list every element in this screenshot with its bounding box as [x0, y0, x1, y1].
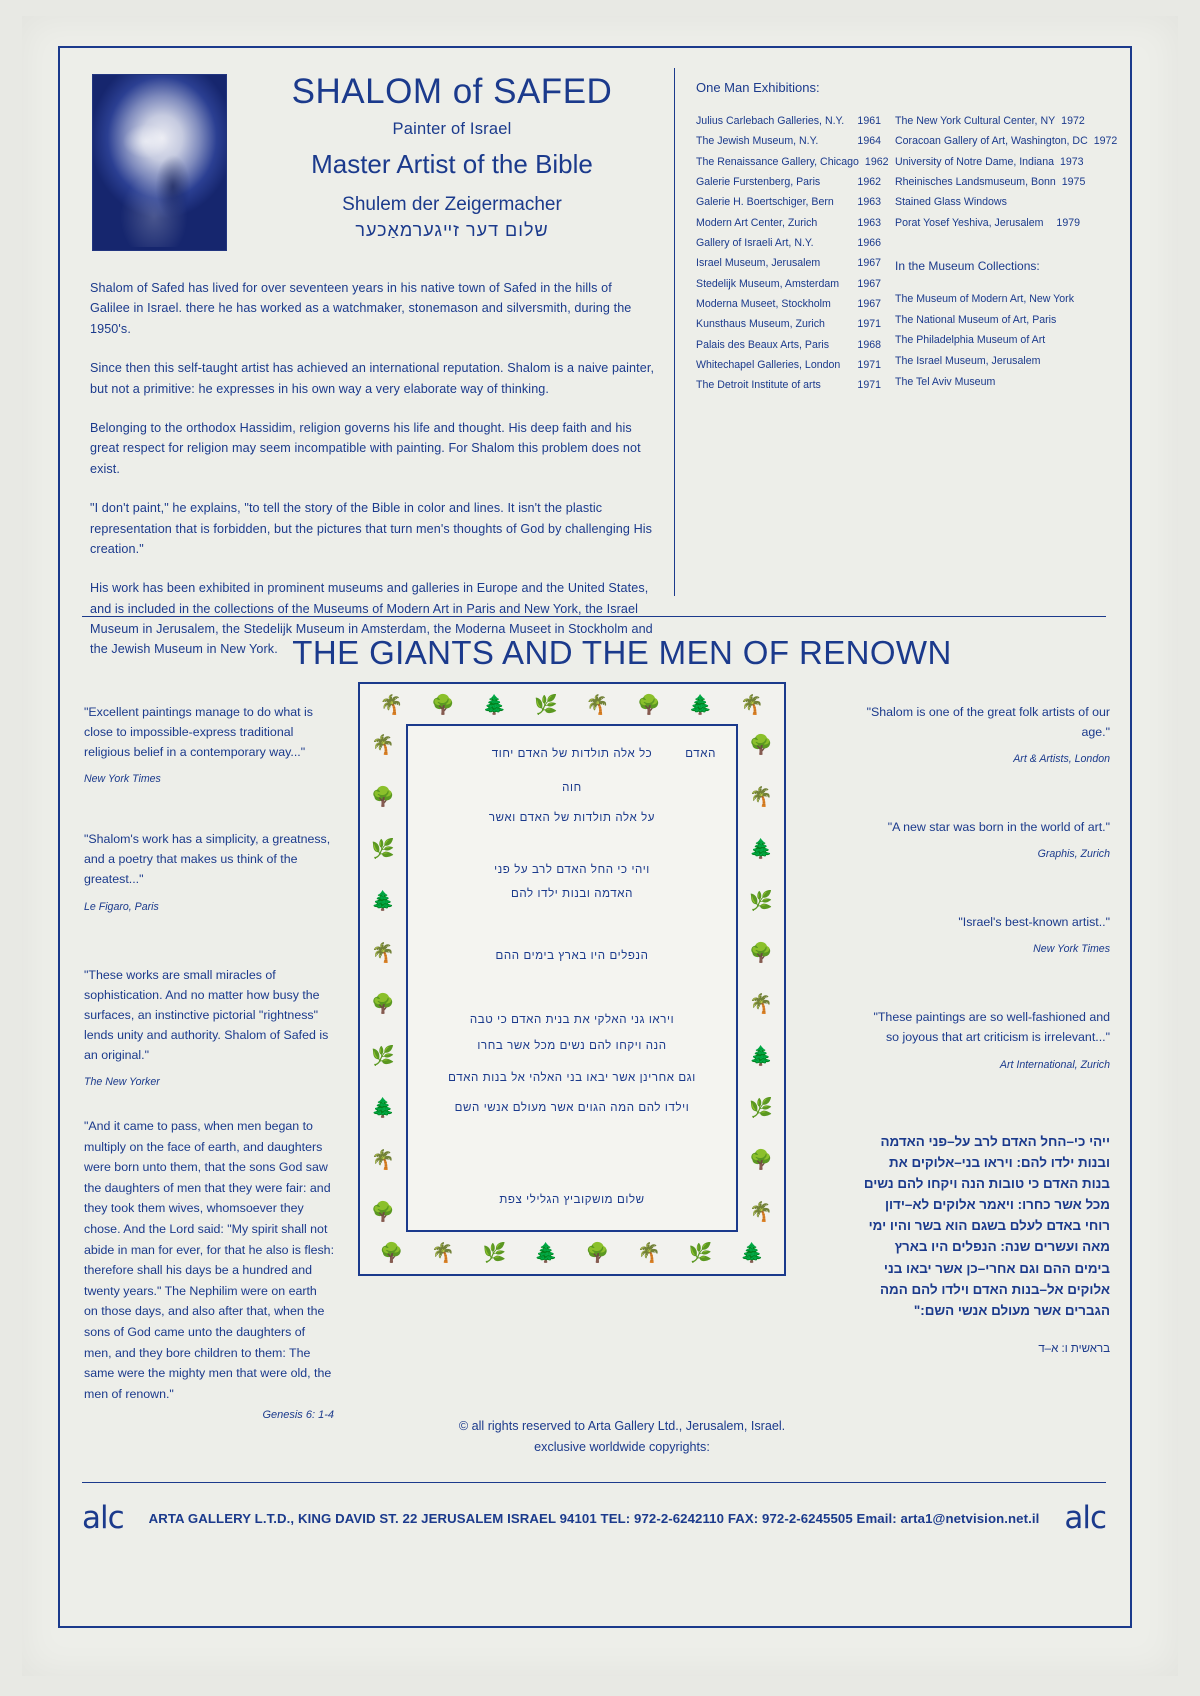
exhibition-row	[696, 253, 881, 273]
footer-bar	[82, 1496, 1106, 1540]
exhibition-year: 1967	[857, 277, 881, 290]
page-subtitle: Painter of Israel	[392, 119, 512, 138]
quote-source: Art International, Zurich	[999, 1058, 1110, 1071]
exhibition-row	[895, 131, 1118, 151]
museum-item: The Museum of Modern Art, New York	[895, 292, 1074, 305]
exhibitions-section	[696, 80, 1118, 396]
tree-icon: 🌲	[749, 1046, 773, 1068]
artwork-text-line: על אלה תולדות של האדם ואשר	[488, 812, 656, 824]
exhibition-year: 1975	[1061, 175, 1086, 188]
museum-item: The Philadelphia Museum of Art	[895, 334, 1046, 347]
tree-icon: 🌿	[371, 838, 395, 860]
exhibition-year: 1961	[857, 115, 881, 127]
tree-icon: 🌳	[371, 994, 395, 1016]
quote-text: "A new star was born in the world of art."	[887, 820, 1110, 835]
hebrew-line: רוחי באדם לעלם בשגם הוא בשר והיו ימי	[868, 1218, 1110, 1234]
quote-source: Art & Artists, London	[1013, 753, 1110, 766]
border-motifs-bottom	[366, 1238, 778, 1268]
tree-icon: 🌴	[740, 694, 765, 716]
exhibition-row	[895, 192, 1080, 212]
tree-icon: 🌲	[534, 1242, 559, 1264]
genesis-passage	[84, 1116, 334, 1425]
copyright-line-2: exclusive worldwide copyrights:	[534, 1440, 710, 1455]
artwork-text-line: הנפלים היו בארץ בימים ההם	[495, 950, 649, 962]
exhibition-year: 1967	[857, 297, 881, 310]
portrait-image	[92, 74, 227, 251]
exhibition-year: 1968	[857, 338, 881, 351]
museum-item: The Israel Museum, Jerusalem	[895, 354, 1041, 367]
page-title: SHALOM of SAFED	[291, 72, 613, 111]
genesis-text: "And it came to pass, when men began to multiply on the face of earth, and daughters were born unto them, that the sons God saw the daughters of men that they were fair: and they took them wives, whomsoever they chose. And the Lord said: "My spirit shall not abide in man for ever, for that he also is flesh: therefore shall his days be a hundred and twenty years." The Nephilim were on earth on those days, and also after that, when the sons of God came unto the daughters of men, and they bore children to them: The same were the mighty men that were old, the men of renown."	[84, 1119, 335, 1401]
biography	[90, 278, 655, 679]
artwork-text-line: וגם אחרינן אשר יבאו בני האלהי אל בנות האדם	[448, 1072, 696, 1084]
tree-icon: 🌳	[749, 1149, 773, 1171]
exhibition-name: The Jewish Museum, N.Y.	[696, 135, 819, 148]
exhibition-year: 1964	[857, 135, 881, 148]
quote-source: New York Times	[1033, 943, 1110, 956]
hebrew-line: מאה ועשרים שנה: הנפלים היו בארץ	[894, 1239, 1110, 1255]
tree-icon: 🌳	[371, 787, 395, 809]
exhibition-name: The Detroit Institute of arts	[696, 379, 821, 392]
tree-icon: 🌿	[371, 1046, 395, 1068]
tree-icon: 🌲	[749, 838, 773, 860]
exhibition-row	[696, 274, 881, 294]
exhibition-name: Porat Yosef Yeshiva, Jerusalem	[895, 216, 1044, 229]
quote-source: Le Figaro, Paris	[84, 900, 159, 913]
left-quote-column	[84, 702, 334, 1425]
exhibition-year: 1962	[864, 155, 889, 168]
bio-paragraph-5: His work has been exhibited in prominent museums and galleries in Europe and the United States, and is included in the collections of the Museums of Modern Art in Paris and New York, the Israel Museum in Jerusalem, the Stedelijk Museum in Amsterdam, the Moderna Museet in Stockholm and the Jewish Museum in New York.	[90, 581, 653, 657]
artwork-text-line: ויהי כי החל האדם לרב על פני	[494, 864, 650, 876]
tree-icon: 🌴	[749, 1201, 773, 1223]
border-motifs-left	[366, 720, 400, 1238]
exhibition-name: Moderna Museet, Stockholm	[696, 297, 831, 310]
exhibition-row	[696, 375, 881, 395]
tree-icon: 🌳	[749, 942, 773, 964]
exhibition-year: 1962	[857, 175, 881, 188]
bio-paragraph-2: Since then this self-taught artist has achieved an international reputation. Shalom is a naive painter, but not a primitive: he expresses in his own way a very elaborate way of thinking.	[90, 361, 655, 396]
tree-icon: 🌳	[585, 1242, 610, 1264]
exhibition-row	[895, 172, 1086, 192]
right-quote-column	[860, 702, 1110, 1355]
quote-text: "Excellent paintings manage to do what is close to impossible-express traditional religious belief in a contemporary way..."	[84, 705, 313, 760]
exhibition-year: 1972	[1093, 135, 1118, 148]
artwork-text-line: הנה ויקחו להם נשים מכל אשר בחרו	[477, 1040, 667, 1052]
exhibition-row	[696, 131, 881, 151]
exhibition-year: 1971	[857, 318, 881, 331]
museum-item: The Tel Aviv Museum	[895, 375, 996, 388]
bio-paragraph-3: Belonging to the orthodox Hassidim, religion governs his life and thought. His deep faith and his great respect for religion may seem incompatible with painting. For Shalom this problem does not exist.	[90, 420, 641, 476]
exhibitions-column-1	[696, 111, 889, 396]
hebrew-line: הגברים אשר מעולם אנשי השם:"	[913, 1302, 1110, 1318]
exhibition-row	[895, 152, 1084, 172]
bio-paragraph-4: "I don't paint," he explains, "to tell the story of the Bible in color and lines. It isn't the plastic representation that is forbidden, but the pictures that turn men's thoughts of God by challenging His creation."	[90, 501, 653, 556]
quote-source: New York Times	[84, 773, 161, 786]
exhibition-name: University of Notre Dame, Indiana	[895, 155, 1054, 168]
exhibition-name: Galerie Furstenberg, Paris	[696, 175, 821, 188]
border-motifs-top	[366, 690, 778, 720]
exhibition-year	[1074, 192, 1080, 212]
tree-icon: 🌴	[749, 994, 773, 1016]
exhibition-name: Stedelijk Museum, Amsterdam	[696, 277, 840, 290]
quote-text: "Israel's best-known artist.."	[958, 915, 1110, 930]
tree-icon: 🌴	[371, 942, 395, 964]
exhibition-year: 1967	[857, 257, 881, 270]
exhibition-name: Kunsthaus Museum, Zurich	[696, 318, 825, 331]
exhibition-name: Modern Art Center, Zurich	[696, 216, 818, 229]
quote-text: "Shalom is one of the great folk artists of our age."	[866, 705, 1110, 740]
exhibition-year: 1971	[857, 358, 881, 371]
hebrew-line: אלוקים אל–בנות האדם וילדו להם המה	[879, 1281, 1110, 1297]
tree-icon: 🌳	[637, 694, 662, 716]
artwork-text-line: כל אלה תולדות של האדם יחוד	[491, 748, 653, 760]
border-motifs-right	[744, 720, 778, 1238]
tree-icon: 🌲	[688, 694, 713, 716]
hebrew-line: בימים ההם וגם אחרי–כן אשר יבאו בני	[883, 1260, 1110, 1276]
tree-icon: 🌴	[431, 1242, 456, 1264]
exhibition-name: Israel Museum, Jerusalem	[696, 257, 821, 270]
exhibition-row	[696, 233, 881, 253]
exhibition-row	[696, 294, 881, 314]
quote-text: "Shalom's work has a simplicity, a greatness, and a poetry that makes us think of the greatest..."	[84, 832, 331, 887]
tree-icon: 🌴	[371, 735, 395, 757]
copyright-line-1: © all rights reserved to Arta Gallery Ltd., Jerusalem, Israel.	[458, 1419, 786, 1433]
artist-name-latin: Shulem der Zeigermacher	[342, 193, 562, 215]
tree-icon: 🌴	[585, 694, 610, 716]
exhibition-year: 1972	[1061, 115, 1085, 127]
tree-icon: 🌲	[371, 1097, 395, 1119]
exhibition-name: Galerie H. Boertschiger, Bern	[696, 196, 834, 209]
quote-block	[860, 1007, 1110, 1070]
exhibition-name: Julius Carlebach Galleries, N.Y.	[696, 115, 845, 127]
artwork-text-line: חוה	[562, 782, 582, 794]
hebrew-passage	[860, 1131, 1110, 1322]
quote-block	[84, 702, 334, 785]
genesis-reference: Genesis 6: 1-4	[262, 1409, 334, 1422]
exhibition-name: Coracoan Gallery of Art, Washington, DC	[895, 135, 1088, 148]
tree-icon: 🌳	[431, 694, 456, 716]
vertical-divider	[674, 68, 675, 596]
hebrew-reference: בראשית ו: א–ד	[1038, 1343, 1110, 1356]
artwork-text-line: ויראו גני האלקי את בנית האדם כי טבה	[469, 1014, 675, 1026]
title-block	[242, 74, 662, 241]
exhibition-row	[696, 192, 881, 212]
tree-icon: 🌴	[637, 1242, 662, 1264]
artwork-text-line: וילדו להם המה הגוים אשר מעולם אנשי השם	[454, 1102, 690, 1114]
tree-icon: 🌲	[740, 1242, 765, 1264]
quote-block	[860, 912, 1110, 955]
artwork-text-line: האדמה ובנות ילדו להם	[511, 888, 633, 900]
hebrew-line: בנות האדם כי טובות הנה ויקחו להם נשים	[863, 1175, 1110, 1191]
museums-heading: In the Museum Collections:	[895, 258, 1040, 273]
exhibition-name: The New York Cultural Center, NY	[895, 115, 1056, 127]
exhibition-name: The Renaissance Gallery, Chicago	[696, 155, 859, 168]
exhibition-row	[696, 172, 881, 192]
artist-name-yiddish: שלום דער זײגערמאַכער	[355, 219, 549, 240]
bio-paragraph-1: Shalom of Safed has lived for over seventeen years in his native town of Safed in the hills of Galilee in Israel. there he has worked as a watchmaker, stonemason and silversmith, during the 1950's.	[90, 281, 632, 336]
artwork-panel	[358, 682, 786, 1276]
exhibition-name: Whitechapel Galleries, London	[696, 358, 841, 371]
artwork-text-line: האדם	[685, 748, 716, 760]
exhibition-year: 1971	[857, 379, 881, 392]
tree-icon: 🌿	[534, 694, 559, 716]
tree-icon: 🌿	[688, 1242, 713, 1264]
artwork-inner-panel	[406, 724, 738, 1232]
tree-icon: 🌿	[749, 1097, 773, 1119]
exhibition-row	[696, 335, 881, 355]
quote-source: Graphis, Zurich	[1037, 848, 1110, 861]
tree-icon: 🌴	[379, 694, 404, 716]
tree-icon: 🌿	[482, 1242, 507, 1264]
poster-sheet	[22, 16, 1178, 1676]
tree-icon: 🌴	[371, 1149, 395, 1171]
tree-icon: 🌳	[371, 1201, 395, 1223]
exhibition-name: Gallery of Israeli Art, N.Y.	[696, 236, 814, 249]
footer-contact-text: ARTA GALLERY L.T.D., KING DAVID ST. 22 JERUSALEM ISRAEL 94101 TEL: 972-2-6242110 FAX: 972-2-6245505 Email: arta1@netvision.net.il	[148, 1510, 1040, 1526]
artwork-signature: שלום מושקוביץ הגלילי צפת	[499, 1194, 645, 1206]
quote-text: "These paintings are so well-fashioned and so joyous that art criticism is irrelevant..."	[873, 1010, 1110, 1045]
hebrew-line: ייהי כי–החל האדם לרב על–פני האדמה	[880, 1133, 1110, 1149]
quote-block	[84, 965, 334, 1088]
copyright-block	[22, 1416, 1200, 1459]
exhibition-row	[696, 314, 881, 334]
quote-block	[860, 817, 1110, 860]
exhibition-year: 1973	[1059, 155, 1084, 168]
hebrew-line: ובנות ילדו להם: ויראו בני–אלוקים את	[889, 1154, 1110, 1170]
tree-icon: 🌿	[749, 890, 773, 912]
quote-source: The New Yorker	[84, 1076, 160, 1089]
tree-icon: 🌳	[379, 1242, 404, 1264]
horizontal-divider	[82, 616, 1106, 617]
main-title: THE GIANTS AND THE MEN OF RENOWN	[292, 634, 952, 671]
quote-text: "These works are small miracles of sophistication. And no matter how busy the surfaces, an instinctive pictorial "rightness" lends unity and authority. Shalom of Safed is an original."	[84, 967, 329, 1062]
master-artist-line: Master Artist of the Bible	[311, 148, 593, 179]
arta-logo-left: alc	[82, 1500, 124, 1536]
exhibition-row	[696, 152, 889, 172]
exhibition-row	[895, 213, 1080, 233]
footer-divider	[82, 1482, 1106, 1483]
tree-icon: 🌳	[749, 735, 773, 757]
tree-icon: 🌲	[482, 694, 507, 716]
exhibition-year: 1963	[857, 196, 881, 209]
exhibition-year: 1963	[857, 216, 881, 229]
museum-item: The National Museum of Art, Paris	[895, 313, 1057, 326]
quote-block	[860, 702, 1110, 765]
exhibition-row	[696, 355, 881, 375]
exhibition-name: Palais des Beaux Arts, Paris	[696, 338, 830, 351]
exhibition-year: 1966	[857, 236, 881, 249]
tree-icon: 🌴	[749, 787, 773, 809]
exhibition-row	[696, 213, 881, 233]
quote-block	[84, 829, 334, 912]
exhibition-year: 1979	[1056, 216, 1080, 229]
arta-logo-right: alc	[1064, 1500, 1106, 1536]
exhibitions-heading: One Man Exhibitions:	[696, 80, 820, 95]
tree-icon: 🌲	[371, 890, 395, 912]
exhibition-name: Rheinisches Landsmuseum, Bonn	[895, 175, 1056, 188]
exhibition-name: Stained Glass Windows	[895, 196, 1007, 209]
hebrew-line: מכל אשר כחרו: ויאמר אלוקים לא–ידון	[884, 1197, 1110, 1213]
exhibitions-column-2	[895, 111, 1118, 396]
exhibition-row	[696, 111, 881, 131]
exhibition-row	[895, 111, 1085, 131]
